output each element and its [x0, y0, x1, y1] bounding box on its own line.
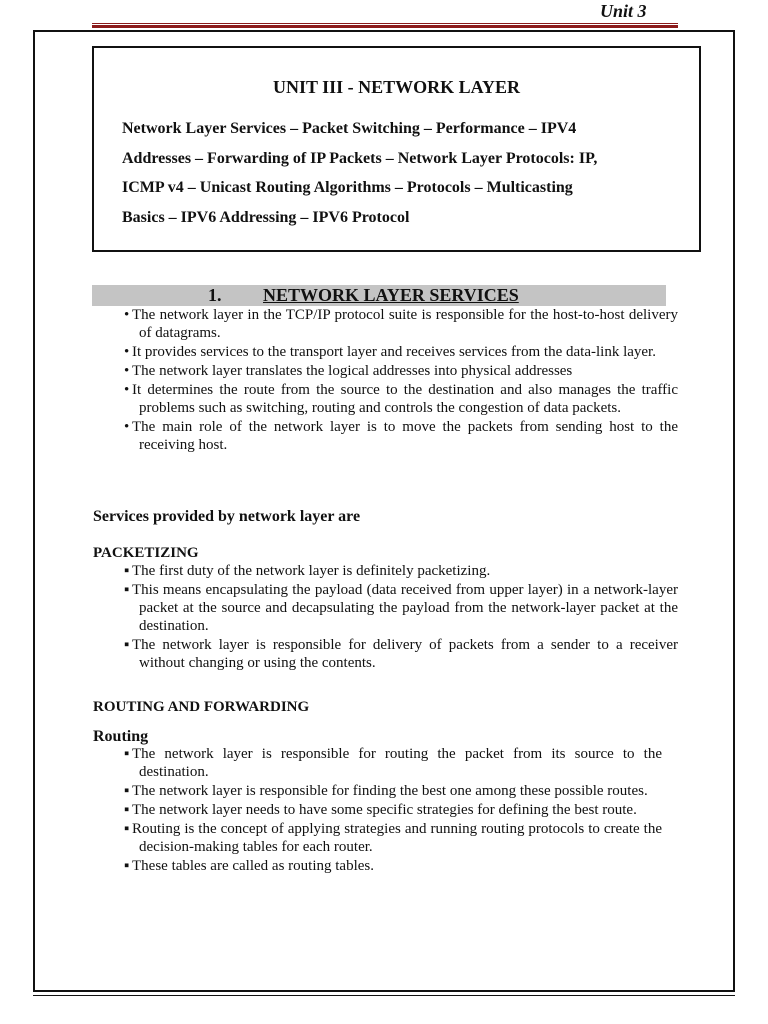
- list-item: [116, 801, 662, 819]
- syllabus-line: Basics – IPV6 Addressing – IPV6 Protocol: [122, 208, 410, 226]
- list-item-text: The network layer is responsible for finding the best one among these possible routes.: [132, 783, 648, 799]
- packetizing-heading: PACKETIZING: [93, 545, 199, 561]
- syllabus-line: ICMP v4 – Unicast Routing Algorithms – Protocols – Multicasting: [122, 179, 573, 196]
- list-item-text: The network layer is responsible for routing the packet from its source to the destination.: [132, 746, 662, 780]
- list-item-text: The network layer is responsible for delivery of packets from a sender to a receiver without changing or using the contents.: [132, 637, 678, 671]
- list-item: [116, 381, 678, 417]
- list-item-text: Routing is the concept of applying strategies and running routing protocols to create the decision-making tables for each router.: [132, 821, 662, 855]
- bullet-icon: ▪: [124, 821, 130, 837]
- list-item: [116, 857, 662, 875]
- list-item: [116, 362, 678, 380]
- bullet-icon: •: [124, 344, 130, 360]
- section-heading-bar: [92, 285, 666, 306]
- list-item: [116, 418, 678, 454]
- bottom-rule: [33, 995, 735, 996]
- services-heading: Services provided by network layer are: [93, 508, 361, 525]
- bullet-icon: ▪: [124, 637, 130, 653]
- bullet-icon: ▪: [124, 783, 130, 799]
- routing-forwarding-heading: ROUTING AND FORWARDING: [93, 699, 310, 715]
- syllabus-text: [122, 114, 677, 232]
- routing-heading: Routing: [93, 728, 149, 745]
- bullet-icon: •: [124, 307, 130, 323]
- header-rule-thick: [92, 25, 678, 28]
- list-item-text: The network layer needs to have some specific strategies for defining the best route.: [132, 802, 637, 818]
- list-item: [116, 745, 662, 781]
- header-rule: [92, 23, 678, 24]
- list-item: [116, 636, 678, 672]
- list-item-text: This means encapsulating the payload (data received from upper layer) in a network-layer packet at the source and decapsulating the payload from the network-layer packet at the destination.: [132, 582, 678, 634]
- syllabus-line: Addresses – Forwarding of IP Packets – Network Layer Protocols: IP,: [122, 149, 598, 167]
- list-item-text: The main role of the network layer is to move the packets from sending host to the receiving host.: [132, 419, 678, 453]
- bullet-icon: •: [124, 382, 130, 398]
- bullet-icon: •: [124, 419, 130, 435]
- list-item: [116, 782, 662, 800]
- bullet-icon: •: [124, 363, 130, 379]
- list-item: [116, 820, 662, 856]
- list-item-text: The network layer translates the logical addresses into physical addresses: [132, 363, 573, 379]
- unit-title: UNIT III - NETWORK LAYER: [272, 77, 521, 97]
- syllabus-box: [92, 46, 701, 252]
- section-number: 1.: [208, 285, 222, 305]
- list-item-text: The first duty of the network layer is definitely packetizing.: [132, 563, 491, 579]
- list-item-text: These tables are called as routing tables.: [132, 858, 374, 874]
- bullet-icon: ▪: [124, 746, 130, 762]
- bullet-icon: ▪: [124, 802, 130, 818]
- packetizing-list: [116, 562, 678, 673]
- unit-label: Unit 3: [600, 1, 647, 21]
- bullet-icon: ▪: [124, 582, 130, 598]
- bullet-icon: ▪: [124, 563, 130, 579]
- routing-list: [116, 745, 662, 876]
- bullet-icon: ▪: [124, 858, 130, 874]
- section-title: NETWORK LAYER SERVICES: [263, 285, 519, 305]
- network-layer-services-list: [116, 306, 678, 455]
- syllabus-line: Network Layer Services – Packet Switching – Performance – IPV4: [122, 120, 577, 137]
- list-item: [116, 562, 678, 580]
- list-item: [116, 343, 678, 361]
- list-item-text: It provides services to the transport layer and receives services from the data-link layer.: [132, 344, 656, 360]
- list-item-text: It determines the route from the source to the destination and also manages the traffic problems such as switching, routing and controls the congestion of data packets.: [132, 382, 678, 416]
- list-item: [116, 581, 678, 635]
- list-item: [116, 306, 678, 342]
- list-item-text: The network layer in the TCP/IP protocol suite is responsible for the host-to-host delivery of datagrams.: [132, 307, 678, 341]
